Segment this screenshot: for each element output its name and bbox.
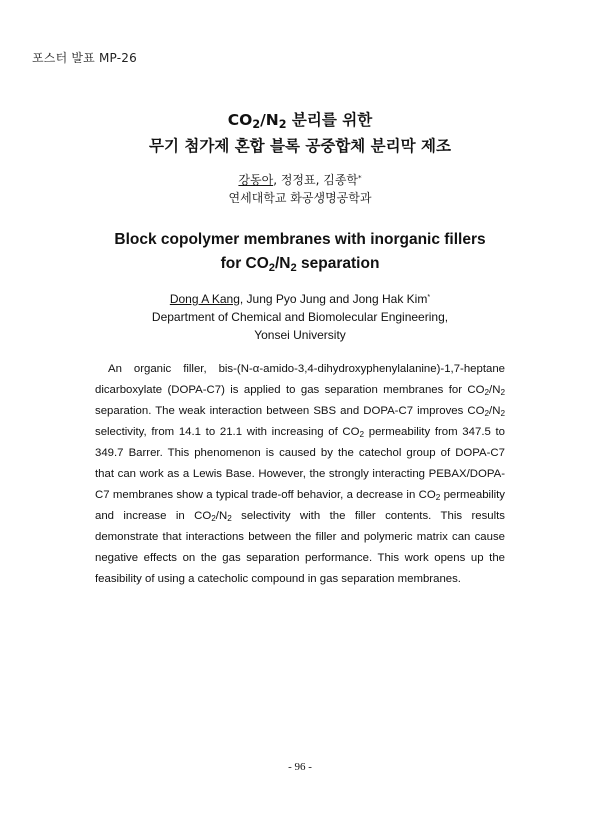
- korean-affiliation: 연세대학교 화공생명공학과: [228, 191, 372, 205]
- english-affiliation-line-2: Yonsei University: [254, 328, 346, 342]
- page-number: - 96 -: [288, 761, 312, 773]
- english-title-line-1: Block copolymer membranes with inorganic fillers: [114, 231, 486, 248]
- korean-title-line-1: $CO_2/N_2$ 분리를 위한: [227, 111, 373, 131]
- presenting-author-en: Dong A Kang: [169, 292, 240, 306]
- english-authors: Dong A Kang, Jung Pyo Jung and Jong Hak Kim*: [169, 292, 431, 306]
- korean-author-block: [0, 171, 600, 207]
- english-title-line-2: for $CO_2/N_2$ separation: [220, 255, 380, 274]
- presenting-author-kr: 강동아: [238, 173, 274, 187]
- abstract-paragraph: An organic filler, bis-(N-α-amido-3,4-dihydroxyphenylalanine)-1,7-heptane dicarboxylate (DOPA-C7) is applied to gas separation membranes for $CO_2/N_2$ separation. The weak interaction between SBS and DOPA-C7 improves $CO_2/N_2$ selectivity, from 14.1 to 21.1 with increasing of $CO_2$ permeability from 347.5 to 349.7 Barrer. This phenomenon is caused by the catechol group of DOPA-C7 that can work as a Lewis Base. However, the strongly interacting PEBAX/DOPA-C7 membranes show a typical trade-off behavior, a decrease in $CO_2$ permeability and increase in $CO_2/N_2$ selectivity with the filler contents. This results demonstrate that interactions between the filler and polymeric matrix can cause negative effects on the gas separation performance. This work opens up the feasibility of using a catecholic compound in gas separation membranes.: [95, 363, 505, 585]
- english-author-block: [0, 290, 600, 344]
- english-title: [0, 228, 600, 276]
- english-affiliation-line-1: Department of Chemical and Biomolecular Engineering,: [151, 310, 449, 324]
- session-tag: 포스터 발표 MP-26: [32, 51, 137, 65]
- korean-title-line-2: 무기 첨가제 혼합 블록 공중합체 분리막 제조: [149, 137, 451, 155]
- korean-title: [0, 107, 600, 159]
- corresponding-mark-en: *: [427, 292, 431, 302]
- corresponding-mark-kr: *: [358, 173, 362, 183]
- korean-authors: 강동아, 정정표, 김종학*: [238, 173, 362, 187]
